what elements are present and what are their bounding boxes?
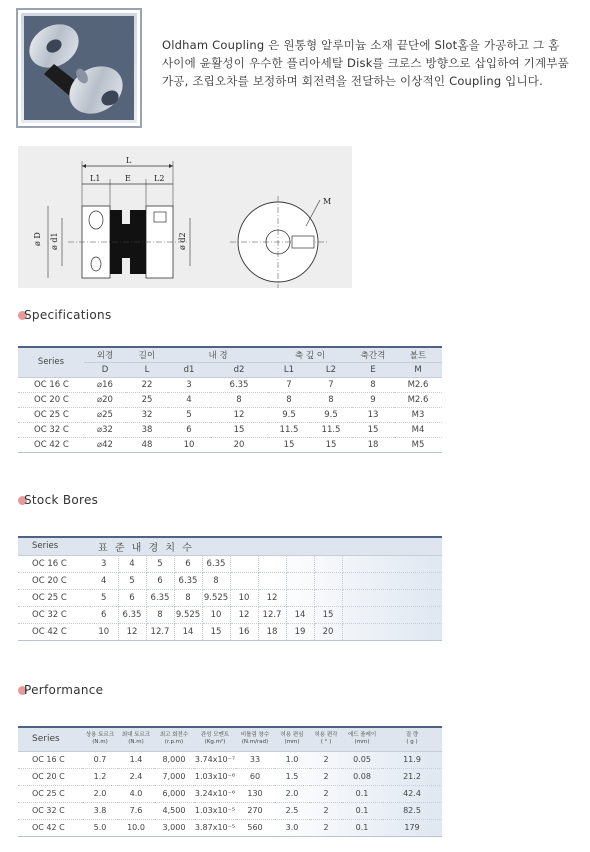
table-row <box>18 785 442 802</box>
table-cell: 6.35 <box>146 589 174 606</box>
dim-label-L: L <box>126 156 132 165</box>
table-cell: 18 <box>352 437 394 452</box>
table-cell: 15 <box>202 623 230 640</box>
table-row <box>18 377 442 392</box>
spec-header-length: 길이 <box>126 347 168 362</box>
table-cell: 3 <box>90 555 118 572</box>
spec-subheader: d2 <box>210 362 268 377</box>
table-cell: 4.0 <box>118 785 154 802</box>
perf-header-cell <box>194 727 236 751</box>
table-cell <box>286 589 314 606</box>
table-cell: 3 <box>168 377 210 392</box>
spec-subheader: L2 <box>310 362 352 377</box>
series-cell: OC 25 C <box>18 589 90 606</box>
table-cell: 6,000 <box>154 785 194 802</box>
table-cell: 1.03x10⁻⁶ <box>194 768 236 785</box>
perf-header-unit: ( ° ) <box>320 739 332 746</box>
perf-header-name: 상용 토르크 <box>85 732 115 739</box>
table-cell: 9.5 <box>310 407 352 422</box>
table-cell: 3.8 <box>82 802 118 819</box>
dim-label-L1: L1 <box>90 174 101 183</box>
series-cell: OC 42 C <box>18 437 84 452</box>
table-cell: 0.1 <box>342 802 382 819</box>
table-cell: 8 <box>352 377 394 392</box>
spec-subheader: L <box>126 362 168 377</box>
table-cell: 14 <box>286 606 314 623</box>
perf-body <box>18 751 442 836</box>
table-cell-empty <box>342 589 442 606</box>
table-cell: 13 <box>352 407 394 422</box>
table-row <box>18 437 442 452</box>
table-cell: 15 <box>210 422 268 437</box>
table-cell: 12.7 <box>258 606 286 623</box>
perf-header-row <box>18 727 442 751</box>
table-cell: 60 <box>236 768 274 785</box>
table-cell: 11.5 <box>268 422 310 437</box>
table-cell: 4 <box>90 572 118 589</box>
table-cell: 10 <box>168 437 210 452</box>
table-cell: 10 <box>90 623 118 640</box>
table-cell: 2 <box>310 802 342 819</box>
table-cell: 1.2 <box>82 768 118 785</box>
table-cell: 5 <box>118 572 146 589</box>
table-cell: 19 <box>286 623 314 640</box>
table-cell <box>286 572 314 589</box>
table-cell: 6.35 <box>210 377 268 392</box>
table-cell: 12.7 <box>146 623 174 640</box>
table-cell: 11.5 <box>310 422 352 437</box>
specifications-title: Specifications <box>18 308 112 322</box>
spec-subheader: E <box>352 362 394 377</box>
table-cell: 6 <box>146 572 174 589</box>
table-cell: 2 <box>310 819 342 836</box>
spec-subheader: M <box>394 362 442 377</box>
series-cell: OC 25 C <box>18 407 84 422</box>
dim-label-M: M <box>323 197 332 206</box>
perf-header-name: 관성 모멘트 <box>200 732 230 739</box>
series-cell: OC 16 C <box>18 555 90 572</box>
table-cell: 0.1 <box>342 819 382 836</box>
table-cell: 8 <box>174 589 202 606</box>
perf-header-unit: (N.m) <box>128 739 144 746</box>
table-cell: ⌀42 <box>84 437 126 452</box>
spec-subheader: L1 <box>268 362 310 377</box>
table-cell: ⌀25 <box>84 407 126 422</box>
table-cell: 8 <box>202 572 230 589</box>
table-row <box>18 572 442 589</box>
table-cell: 10 <box>230 589 258 606</box>
table-row <box>18 392 442 407</box>
perf-header-name: 에드 플레이 <box>347 732 377 739</box>
table-cell: 0.05 <box>342 751 382 768</box>
table-row <box>18 606 442 623</box>
table-row <box>18 819 442 836</box>
dim-label-E: E <box>125 174 131 183</box>
table-cell: 20 <box>210 437 268 452</box>
stock-header-standard-bores: 표 준 내 경 치 수 <box>90 537 442 555</box>
table-cell: 15 <box>268 437 310 452</box>
spec-header-spacing: 축간격 <box>352 347 394 362</box>
table-cell: 10.0 <box>118 819 154 836</box>
table-cell: 5.0 <box>82 819 118 836</box>
series-cell: OC 16 C <box>18 377 84 392</box>
table-cell: M4 <box>394 422 442 437</box>
table-cell: 7,000 <box>154 768 194 785</box>
table-cell: 270 <box>236 802 274 819</box>
spec-header-outer-diameter: 외경 <box>84 347 126 362</box>
table-row <box>18 623 442 640</box>
stock-header-series: Series <box>18 537 90 555</box>
table-cell <box>286 555 314 572</box>
table-cell <box>230 555 258 572</box>
perf-header-cell <box>82 727 118 751</box>
table-cell: 20 <box>314 623 342 640</box>
table-cell: 9.525 <box>174 606 202 623</box>
table-cell: 15 <box>310 437 352 452</box>
table-row <box>18 407 442 422</box>
perf-header-cell <box>310 727 342 751</box>
table-cell: M3 <box>394 407 442 422</box>
table-cell-empty <box>342 555 442 572</box>
series-cell: OC 42 C <box>18 819 82 836</box>
table-cell: 12 <box>230 606 258 623</box>
perf-header-unit: (mm) <box>284 739 300 746</box>
table-cell: 0.08 <box>342 768 382 785</box>
perf-header-unit: ( g ) <box>406 739 418 746</box>
table-cell: 2.0 <box>82 785 118 802</box>
table-cell <box>314 572 342 589</box>
spec-body <box>18 377 442 452</box>
table-row <box>18 751 442 768</box>
table-cell: 0.7 <box>82 751 118 768</box>
perf-header-unit: (r.p.m) <box>164 739 184 746</box>
table-cell: 9.5 <box>268 407 310 422</box>
perf-header-cell <box>18 727 82 751</box>
table-cell: 15 <box>352 422 394 437</box>
spec-header-series: Series <box>18 347 84 377</box>
table-cell: 4,500 <box>154 802 194 819</box>
table-cell: M2.6 <box>394 377 442 392</box>
table-cell: 1.03x10⁻⁵ <box>194 802 236 819</box>
table-cell: 5 <box>90 589 118 606</box>
table-cell: 11.9 <box>382 751 442 768</box>
table-cell <box>258 555 286 572</box>
series-cell: OC 20 C <box>18 392 84 407</box>
specifications-table-wrap <box>18 346 442 453</box>
performance-table-wrap <box>18 726 442 837</box>
dim-label-d2: ø d2 <box>178 232 187 250</box>
series-cell: OC 16 C <box>18 751 82 768</box>
spec-subheader: d1 <box>168 362 210 377</box>
perf-header-name: Series <box>32 733 60 744</box>
table-cell: 32 <box>126 407 168 422</box>
stock-bores-table <box>18 536 442 641</box>
table-cell: 2.5 <box>274 802 310 819</box>
table-cell: 1.5 <box>274 768 310 785</box>
perf-header-name: 질 량 <box>405 732 419 739</box>
table-cell: 2 <box>310 768 342 785</box>
table-cell: 3.24x10⁻⁶ <box>194 785 236 802</box>
table-cell: 560 <box>236 819 274 836</box>
table-cell: 8 <box>310 392 352 407</box>
table-cell: 21.2 <box>382 768 442 785</box>
table-cell <box>314 589 342 606</box>
perf-header-cell <box>154 727 194 751</box>
table-cell: 8 <box>210 392 268 407</box>
table-cell: 1.0 <box>274 751 310 768</box>
table-cell: ⌀20 <box>84 392 126 407</box>
table-cell: 38 <box>126 422 168 437</box>
stock-bores-title: Stock Bores <box>18 493 98 507</box>
table-cell: 5 <box>168 407 210 422</box>
table-cell-empty <box>342 606 442 623</box>
table-cell: 12 <box>258 589 286 606</box>
table-cell-empty <box>342 572 442 589</box>
dim-label-d1: ø d1 <box>50 232 59 250</box>
performance-title: Performance <box>18 683 103 697</box>
series-cell: OC 20 C <box>18 768 82 785</box>
table-cell: 130 <box>236 785 274 802</box>
table-cell: 48 <box>126 437 168 452</box>
perf-header-name: 최대 토르크 <box>121 732 151 739</box>
table-cell: 3.74x10⁻⁷ <box>194 751 236 768</box>
table-cell: 6 <box>118 589 146 606</box>
table-cell: 7 <box>310 377 352 392</box>
table-cell: 7.6 <box>118 802 154 819</box>
table-cell: 14 <box>174 623 202 640</box>
product-photo <box>16 8 142 128</box>
table-row <box>18 802 442 819</box>
table-cell: 8 <box>146 606 174 623</box>
spec-header-bore: 내 경 <box>168 347 268 362</box>
series-cell: OC 32 C <box>18 802 82 819</box>
table-cell: 18 <box>258 623 286 640</box>
table-cell: 2.0 <box>274 785 310 802</box>
dim-label-D: ø D <box>33 232 42 246</box>
specifications-table <box>18 346 442 453</box>
series-cell: OC 32 C <box>18 606 90 623</box>
perf-header-unit: (N.m) <box>92 739 108 746</box>
series-cell: OC 20 C <box>18 572 90 589</box>
table-cell: 1.4 <box>118 751 154 768</box>
table-row <box>18 589 442 606</box>
table-cell: M5 <box>394 437 442 452</box>
table-cell: 6 <box>90 606 118 623</box>
table-cell <box>230 572 258 589</box>
spec-header-shaft-depth: 축 깊 이 <box>268 347 352 362</box>
spec-header-bolt: 볼트 <box>394 347 442 362</box>
perf-header-cell <box>118 727 154 751</box>
table-cell: 3.87x10⁻⁵ <box>194 819 236 836</box>
dim-label-L2: L2 <box>154 174 165 183</box>
table-cell: 5 <box>146 555 174 572</box>
table-cell: 6.35 <box>202 555 230 572</box>
table-cell-empty <box>342 623 442 640</box>
table-cell: 6 <box>174 555 202 572</box>
table-cell: ⌀32 <box>84 422 126 437</box>
table-cell: 33 <box>236 751 274 768</box>
table-row <box>18 422 442 437</box>
perf-header-unit: (mm) <box>354 739 370 746</box>
series-cell: OC 25 C <box>18 785 82 802</box>
perf-header-unit: (Kg.m²) <box>204 739 226 746</box>
stock-bores-table-wrap <box>18 536 442 641</box>
technical-drawing <box>18 146 352 288</box>
table-cell: 6.35 <box>174 572 202 589</box>
performance-table <box>18 726 442 837</box>
table-cell: 3,000 <box>154 819 194 836</box>
table-cell: M2.6 <box>394 392 442 407</box>
table-row <box>18 555 442 572</box>
table-cell: 15 <box>314 606 342 623</box>
series-cell: OC 32 C <box>18 422 84 437</box>
perf-header-cell <box>342 727 382 751</box>
table-cell: 6 <box>168 422 210 437</box>
table-cell: 22 <box>126 377 168 392</box>
table-cell: 4 <box>118 555 146 572</box>
perf-header-name: 허용 편각 <box>314 732 338 739</box>
table-cell: 8,000 <box>154 751 194 768</box>
table-cell: 16 <box>230 623 258 640</box>
table-cell: 10 <box>202 606 230 623</box>
table-cell: 7 <box>268 377 310 392</box>
perf-header-name: 비틀림 창수 <box>240 732 270 739</box>
series-cell: OC 42 C <box>18 623 90 640</box>
table-cell: 2 <box>310 785 342 802</box>
table-cell: 12 <box>118 623 146 640</box>
perf-header-name: 허용 편심 <box>280 732 304 739</box>
perf-header-cell <box>236 727 274 751</box>
perf-header-cell <box>274 727 310 751</box>
spec-subheader: D <box>84 362 126 377</box>
intro-description: Oldham Coupling 은 원통형 알루미늄 소재 끝단에 Slot홈을 가공하고 그 홈 사이에 윤활성이 우수한 플리아세탈 Disk를 크로스 방향으로 삽입하여 기계부품가공, 조립오차를 보정하며 회전력을 전달하는 이상적인 Coupling 입니다. <box>162 38 569 88</box>
table-cell: 25 <box>126 392 168 407</box>
table-cell: 0.1 <box>342 785 382 802</box>
oldham-coupling-image <box>24 16 134 120</box>
table-cell: 8 <box>268 392 310 407</box>
table-row <box>18 768 442 785</box>
table-cell: 12 <box>210 407 268 422</box>
table-cell <box>258 572 286 589</box>
table-cell: 9 <box>352 392 394 407</box>
table-cell: 179 <box>382 819 442 836</box>
table-cell: 3.0 <box>274 819 310 836</box>
stock-body <box>18 555 442 640</box>
perf-header-cell <box>382 727 442 751</box>
perf-header-unit: (N.m/rad) <box>241 739 269 746</box>
table-cell: 2 <box>310 751 342 768</box>
table-cell: 82.5 <box>382 802 442 819</box>
perf-header-name: 최고 회전수 <box>159 732 189 739</box>
table-cell: 42.4 <box>382 785 442 802</box>
table-cell: 2.4 <box>118 768 154 785</box>
table-cell <box>314 555 342 572</box>
table-cell: ⌀16 <box>84 377 126 392</box>
table-cell: 4 <box>168 392 210 407</box>
table-cell: 6.35 <box>118 606 146 623</box>
table-cell: 9.525 <box>202 589 230 606</box>
